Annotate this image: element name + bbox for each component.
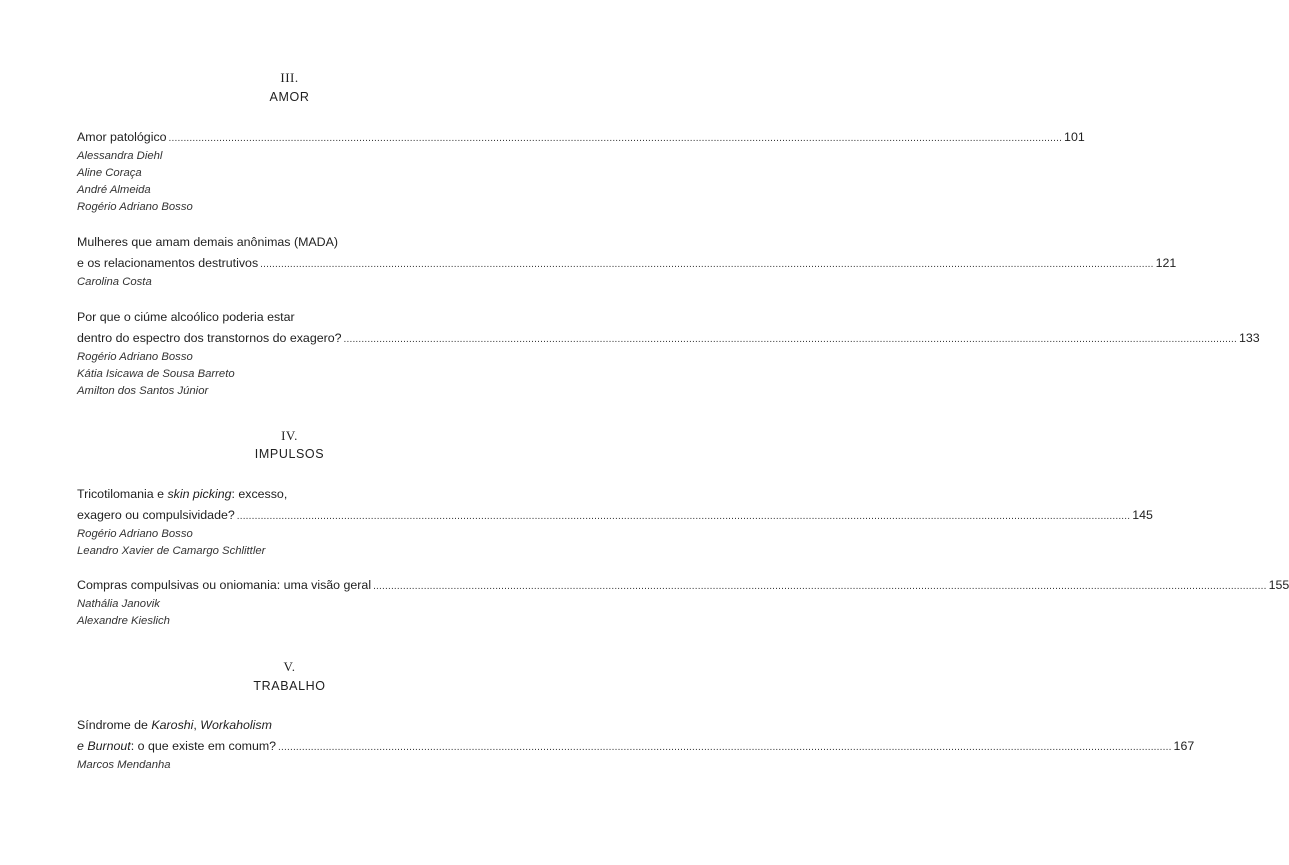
entry-author: Rogério Adriano Bosso	[77, 351, 193, 363]
section-numeral: V.	[283, 659, 296, 674]
toc-entry[interactable]	[77, 127, 1085, 216]
entry-title-line	[77, 505, 1153, 526]
dot-leader: ............................................................................................................................................................................................................................................................................................................	[343, 334, 1238, 345]
section-numeral: IV.	[281, 428, 298, 443]
entry-title: Mulheres que amam demais anônimas (MADA)	[77, 235, 338, 249]
entry-title-continued: dentro do espectro dos transtornos do exagero?	[77, 331, 342, 345]
dot-leader: ............................................................................................................................................................................................................................................................................................................	[278, 742, 1172, 753]
entry-author: Alessandra Diehl	[77, 150, 163, 162]
entry-page-number: 155	[1268, 578, 1289, 592]
entry-page-number: 121	[1155, 256, 1177, 270]
toc-entry[interactable]	[77, 484, 1153, 560]
entry-page-number: 133	[1239, 331, 1260, 345]
entry-title-line	[77, 328, 1260, 349]
entry-author: André Almeida	[77, 184, 151, 196]
entry-title: Por que o ciúme alcoólico poderia estar	[77, 310, 295, 324]
entry-title-line	[77, 253, 1177, 274]
dot-leader: ............................................................................................................................................................................................................................................................................................................	[168, 133, 1063, 144]
entry-title-continued: exagero ou compulsividade?	[77, 508, 235, 522]
entry-author: Aline Coraça	[77, 167, 142, 179]
entry-author: Kátia Isicawa de Sousa Barreto	[77, 368, 235, 380]
entry-author: Alexandre Kieslich	[77, 615, 170, 627]
entry-title: Amor patológico	[77, 130, 167, 144]
entry-author: Carolina Costa	[77, 276, 152, 288]
entry-author: Nathália Janovik	[77, 598, 160, 610]
toc-entry[interactable]	[77, 715, 1195, 774]
entry-title-line	[77, 715, 502, 736]
entry-title-line	[77, 736, 1195, 757]
dot-leader: ............................................................................................................................................................................................................................................................................................................	[236, 511, 1131, 522]
section-title: IMPULSOS	[254, 447, 325, 461]
entry-title: Tricotilomania e skin picking: excesso,	[77, 487, 288, 501]
entry-page-number: 101	[1064, 130, 1085, 144]
section-numeral: III.	[280, 70, 299, 85]
entry-title-line	[77, 127, 1085, 148]
entry-page-number: 145	[1132, 508, 1153, 522]
entry-title: Compras compulsivas ou oniomania: uma visão geral	[77, 578, 372, 592]
entry-title-line	[77, 232, 502, 253]
toc-entry[interactable]	[77, 307, 1260, 400]
entry-author: Marcos Mendanha	[77, 759, 171, 771]
entry-title-continued: e os relacionamentos destrutivos	[77, 256, 259, 270]
entry-author: Leandro Xavier de Camargo Schlittler	[77, 545, 266, 557]
toc-entry[interactable]	[77, 575, 1289, 630]
entry-title-line	[77, 484, 502, 505]
entry-author: Rogério Adriano Bosso	[77, 201, 193, 213]
entry-title-continued: e Burnout: o que existe em comum?	[77, 739, 277, 753]
entry-author: Amilton dos Santos Júnior	[77, 385, 209, 397]
dot-leader: ............................................................................................................................................................................................................................................................................................................	[373, 581, 1267, 592]
entry-page-number: 167	[1173, 739, 1195, 753]
entry-title-line	[77, 575, 1289, 596]
dot-leader: ............................................................................................................................................................................................................................................................................................................	[260, 259, 1154, 270]
section-title: AMOR	[269, 90, 310, 104]
toc-entry[interactable]	[77, 232, 1177, 291]
entry-title: Síndrome de Karoshi, Workaholism	[77, 718, 272, 732]
entry-title-line	[77, 307, 502, 328]
section-title: TRABALHO	[253, 679, 326, 693]
entry-author: Rogério Adriano Bosso	[77, 528, 193, 540]
